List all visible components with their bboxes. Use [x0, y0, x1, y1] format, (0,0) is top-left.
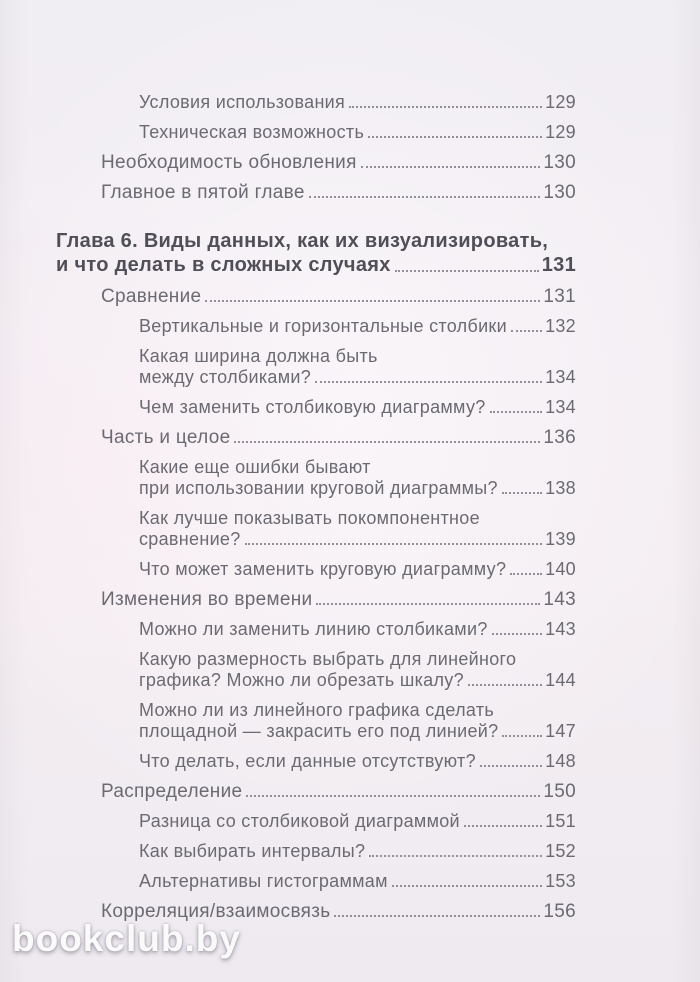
dot-leader	[464, 825, 542, 827]
dot-leader	[361, 166, 541, 168]
toc-entry	[139, 316, 576, 337]
toc-entry-row	[139, 670, 576, 691]
toc-page-number: 138	[545, 478, 576, 498]
toc-entry-title: Чем заменить столбиковую диаграмму?	[139, 397, 486, 417]
dot-leader	[480, 765, 542, 767]
dot-leader	[369, 855, 542, 857]
toc-entry-row	[139, 122, 576, 143]
dot-leader	[334, 915, 540, 917]
toc-entry-row	[101, 589, 576, 610]
toc-entry	[139, 700, 576, 742]
toc-entry-title: сравнение?	[139, 529, 241, 549]
toc-entry	[139, 346, 576, 388]
toc-entry-row	[139, 367, 576, 388]
toc-entry-row	[101, 427, 576, 448]
toc-list	[0, 92, 700, 931]
toc-entry	[101, 781, 576, 802]
toc-entry	[101, 152, 576, 173]
toc-entry-title: Часть и целое	[101, 427, 231, 448]
toc-entry-title: Альтернативы гистограммам	[139, 871, 388, 891]
dot-leader	[511, 330, 542, 332]
dot-leader	[502, 492, 542, 494]
toc-entry-row	[139, 619, 576, 640]
toc-page-number: 131	[543, 286, 576, 307]
dot-leader	[246, 795, 540, 797]
toc-entry-line: Как лучше показывать покомпонентное	[139, 508, 480, 528]
toc-entry	[139, 559, 576, 580]
toc-entry-row	[139, 397, 576, 418]
toc-page-number: 136	[543, 427, 576, 448]
toc-entry-row	[56, 253, 576, 277]
toc-page-number: 156	[543, 901, 576, 922]
dot-leader	[502, 735, 542, 737]
toc-entry-row	[139, 871, 576, 892]
toc-entry-title: Что делать, если данные отсутствуют?	[139, 751, 476, 771]
toc-entry	[139, 811, 576, 832]
toc-entry	[101, 589, 576, 610]
toc-entry-title: Распределение	[101, 781, 243, 802]
dot-leader	[392, 885, 542, 887]
toc-page-number: 143	[543, 589, 576, 610]
dot-leader	[349, 106, 542, 108]
watermark: bookclub.by	[12, 918, 241, 959]
toc-page-number: 134	[545, 397, 576, 417]
toc-page-number: 153	[545, 871, 576, 891]
toc-entry-line: Какую размерность выбрать для линейного	[139, 649, 517, 669]
toc-entry-title: Корреляция/взаимосвязь	[101, 901, 331, 922]
toc-entry-row	[101, 182, 576, 203]
toc-entry-line: Глава 6. Виды данных, как их визуализировать,	[56, 230, 549, 252]
toc-entry-title: Изменения во времени	[101, 589, 313, 610]
toc-entry-row	[139, 721, 576, 742]
toc-entry-title: Можно ли заменить линию столбиками?	[139, 619, 488, 639]
toc-entry-row	[139, 811, 576, 832]
toc-entry	[139, 649, 576, 691]
toc-page-number: 129	[545, 122, 576, 142]
dot-leader	[245, 543, 543, 545]
toc-entry-title: при использовании круговой диаграммы?	[139, 478, 498, 498]
toc-entry	[101, 286, 576, 307]
toc-entry-title: Техническая возможность	[139, 122, 365, 142]
toc-entry-line: Какие еще ошибки бывают	[139, 457, 371, 477]
toc-page-number: 131	[541, 254, 576, 276]
toc-entry-title: Что может заменить круговую диаграмму?	[139, 559, 507, 579]
dot-leader	[309, 196, 541, 198]
toc-entry	[139, 457, 576, 499]
dot-leader	[492, 633, 542, 635]
toc-page-number: 134	[545, 367, 576, 387]
toc-page-number: 150	[543, 781, 576, 802]
dot-leader	[510, 573, 542, 575]
toc-entry-title: площадной — закрасить его под линией?	[139, 721, 499, 741]
toc-entry-row	[139, 559, 576, 580]
toc-entry-row	[101, 152, 576, 173]
toc-page-number: 130	[543, 152, 576, 173]
toc-entry-row	[101, 286, 576, 307]
toc-page-number: 144	[545, 670, 576, 690]
toc-page-number: 143	[545, 619, 576, 639]
toc-entry-row	[139, 751, 576, 772]
toc-entry	[101, 427, 576, 448]
toc-entry	[139, 871, 576, 892]
toc-entry-row	[139, 529, 576, 550]
toc-entry-title: Как выбирать интервалы?	[139, 841, 366, 861]
dot-leader	[205, 300, 540, 302]
dot-leader	[234, 441, 540, 443]
toc-entry	[139, 397, 576, 418]
toc-entry-row	[139, 92, 576, 113]
dot-leader	[368, 136, 542, 138]
toc-chapter-entry	[56, 229, 576, 277]
toc-entry	[139, 92, 576, 113]
toc-entry-title: Сравнение	[101, 286, 202, 307]
toc-page-number: 148	[545, 751, 576, 771]
toc-entry-title: Главное в пятой главе	[101, 182, 305, 203]
dot-leader	[395, 270, 539, 272]
toc-page-number: 132	[545, 316, 576, 336]
toc-page-number: 147	[545, 721, 576, 741]
toc-entry-title: между столбиками?	[139, 367, 312, 387]
toc-entry	[139, 751, 576, 772]
toc-entry-title: графика? Можно ли обрезать шкалу?	[139, 670, 464, 690]
toc-entry-row	[139, 316, 576, 337]
toc-entry	[139, 619, 576, 640]
toc-entry-row	[101, 781, 576, 802]
toc-entry-title: Разница со столбиковой диаграммой	[139, 811, 460, 831]
dot-leader	[316, 603, 540, 605]
toc-page-number: 151	[545, 811, 576, 831]
toc-entry-line: Какая ширина должна быть	[139, 346, 378, 366]
toc-page-number: 130	[543, 182, 576, 203]
dot-leader	[315, 381, 542, 383]
toc-entry-title: Условия использования	[139, 92, 346, 112]
toc-entry-title: Вертикальные и горизонтальные столбики	[139, 316, 507, 336]
toc-entry-row	[139, 478, 576, 499]
toc-page-number: 140	[545, 559, 576, 579]
dot-leader	[468, 684, 542, 686]
toc-entry-row	[139, 841, 576, 862]
toc-entry-title: и что делать в сложных случаях	[56, 254, 391, 276]
toc-page-number: 152	[545, 841, 576, 861]
toc-entry	[139, 841, 576, 862]
toc-entry	[101, 182, 576, 203]
toc-entry-title: Необходимость обновления	[101, 152, 357, 173]
toc-entry-line: Можно ли из линейного графика сделать	[139, 700, 495, 720]
toc-entry	[139, 122, 576, 143]
toc-page-number: 129	[545, 92, 576, 112]
toc-page-number: 139	[545, 529, 576, 549]
toc-entry	[139, 508, 576, 550]
dot-leader	[490, 411, 543, 413]
